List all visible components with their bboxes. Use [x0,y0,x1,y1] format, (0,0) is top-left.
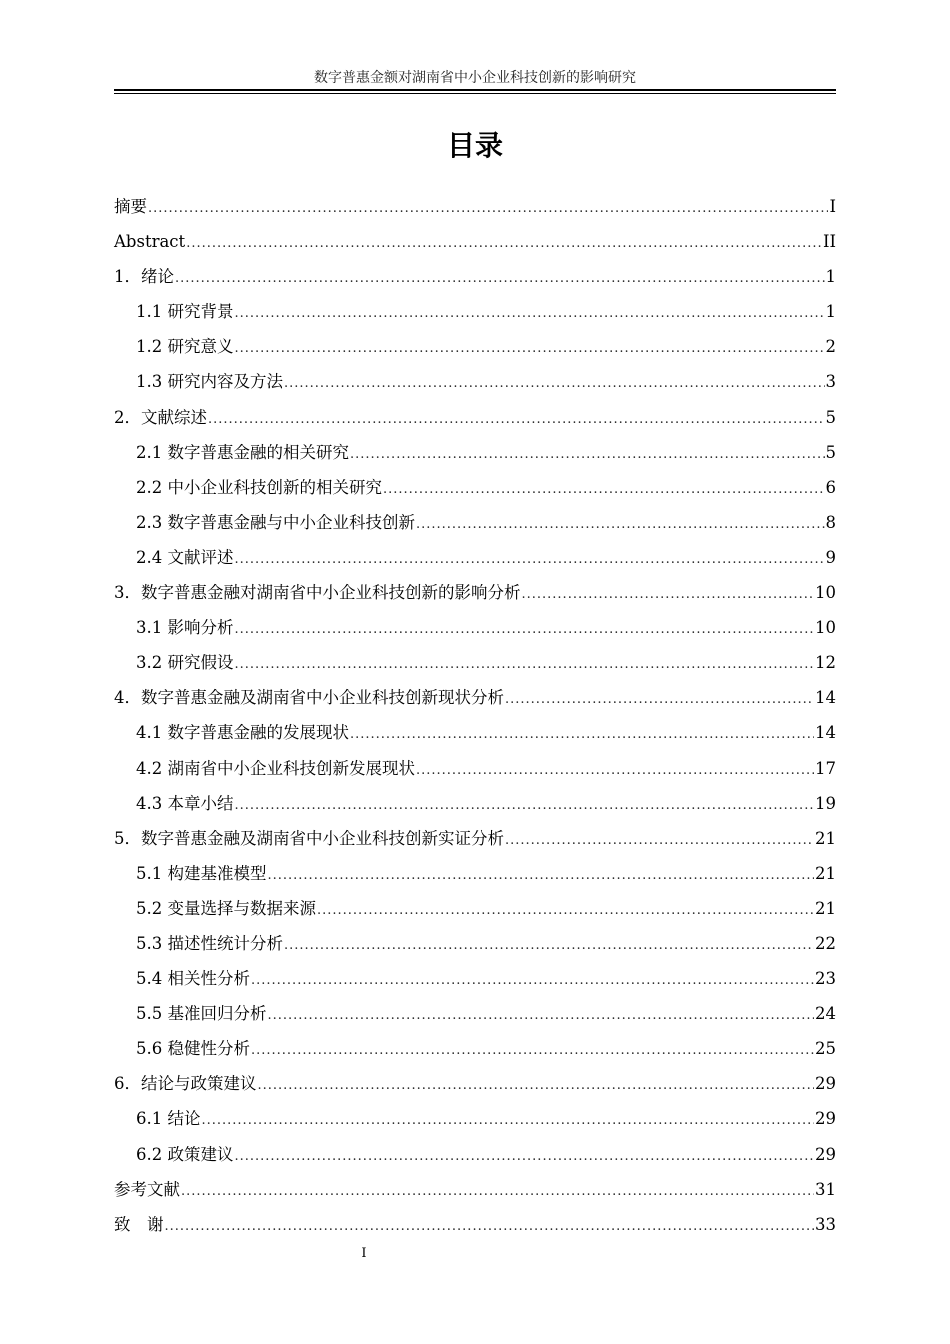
toc-entry-page: 2 [825,337,836,357]
toc-dot-leader [165,1209,815,1244]
toc-entry[interactable] [114,856,836,891]
toc-entry[interactable] [114,400,836,435]
toc-entry-page: 23 [815,969,836,989]
toc-entry[interactable] [114,1066,836,1101]
toc-entry[interactable] [114,715,836,750]
toc-dot-leader [148,191,828,226]
table-of-contents [114,189,836,1242]
toc-entry-label: 5.4 相关性分析 [136,969,250,989]
toc-entry-page: 14 [815,723,836,743]
toc-entry[interactable] [114,926,836,961]
toc-entry-label: 2.3 数字普惠金融与中小企业科技创新 [136,512,415,532]
toc-entry-label: 1.3 研究内容及方法 [136,372,283,392]
toc-entry[interactable] [114,1172,836,1207]
toc-entry-page: 10 [815,618,836,638]
toc-entry[interactable] [114,435,836,470]
toc-entry-label: 3.2 研究假设 [136,653,234,673]
toc-entry-page: 17 [815,758,836,778]
toc-dot-leader [235,612,815,647]
toc-entry-page: 19 [815,793,836,813]
toc-dot-leader [317,893,814,928]
header-double-rule [114,89,836,94]
toc-entry-label: 1.2 研究意义 [136,337,234,357]
toc-dot-leader [416,753,814,788]
toc-dot-leader [235,788,815,823]
toc-entry-page: II [822,232,836,252]
toc-entry[interactable] [114,786,836,821]
running-header: 数字普惠金额对湖南省中小企业科技创新的影响研究 [314,70,636,86]
toc-entry[interactable] [114,1101,836,1136]
toc-dot-leader [383,472,825,507]
toc-entry-label: 6.2 政策建议 [136,1144,234,1164]
toc-entry[interactable] [114,996,836,1031]
toc-dot-leader [505,823,814,858]
toc-dot-leader [268,998,815,1033]
toc-title: 目录 [446,129,503,162]
toc-dot-leader [208,402,825,437]
toc-entry[interactable] [114,961,836,996]
toc-entry-label: 5.3 描述性统计分析 [136,933,283,953]
toc-dot-leader [258,1068,815,1103]
toc-entry[interactable] [114,610,836,645]
toc-entry-label: Abstract [114,232,186,252]
toc-entry[interactable] [114,505,836,540]
toc-entry-label: 2．文献综述 [114,407,207,427]
toc-dot-leader [235,331,825,366]
toc-dot-leader [186,226,822,261]
toc-entry[interactable] [114,224,836,259]
toc-entry-label: 摘要 [114,197,147,216]
toc-entry-label: 5.5 基准回归分析 [136,1004,267,1024]
toc-entry[interactable] [114,329,836,364]
toc-entry-label: 参考文献 [114,1179,180,1199]
toc-entry-label: 2.1 数字普惠金融的相关研究 [136,442,349,462]
toc-dot-leader [284,928,814,963]
toc-entry-page: 6 [825,477,836,497]
toc-entry[interactable] [114,821,836,856]
toc-entry[interactable] [114,294,836,329]
toc-dot-leader [284,366,825,401]
toc-entry-label: 6.1 结论 [136,1109,201,1129]
toc-dot-leader [416,507,825,542]
toc-entry[interactable] [114,751,836,786]
toc-entry[interactable] [114,680,836,715]
toc-entry-page: 1 [825,302,836,322]
toc-entry-page: 22 [815,933,836,953]
toc-entry-label: 4.2 湖南省中小企业科技创新发展现状 [136,758,415,778]
toc-entry[interactable] [114,1031,836,1066]
toc-dot-leader [202,1103,815,1138]
toc-entry-page: 33 [815,1214,836,1234]
toc-entry[interactable] [114,1137,836,1172]
toc-entry[interactable] [114,259,836,294]
toc-entry-page: 9 [825,547,836,567]
toc-entry-label: 6．结论与政策建议 [114,1074,257,1094]
toc-entry-label: 2.2 中小企业科技创新的相关研究 [136,477,382,497]
toc-dot-leader [268,858,815,893]
toc-entry-page: 14 [815,688,836,708]
toc-dot-leader [175,261,825,296]
toc-dot-leader [251,963,814,998]
toc-dot-leader [235,296,825,331]
toc-entry-label: 致 谢 [114,1214,164,1234]
toc-entry-label: 2.4 文献评述 [136,547,234,567]
toc-dot-leader [235,1139,815,1174]
toc-entry-label: 4.1 数字普惠金融的发展现状 [136,723,349,743]
toc-entry-page: 25 [815,1039,836,1059]
toc-entry-page: 1 [825,267,836,287]
toc-entry-page: 21 [815,828,836,848]
toc-entry-label: 5.1 构建基准模型 [136,863,267,883]
toc-dot-leader [181,1174,814,1209]
toc-entry-label: 1.1 研究背景 [136,302,234,322]
toc-entry-label: 4．数字普惠金融及湖南省中小企业科技创新现状分析 [114,688,504,708]
toc-dot-leader [350,717,814,752]
toc-entry-page: 21 [815,898,836,918]
toc-entry-page: 5 [825,442,836,462]
toc-entry[interactable] [114,575,836,610]
toc-dot-leader [522,577,815,612]
page-number: I [361,1246,367,1261]
toc-entry-label: 5．数字普惠金融及湖南省中小企业科技创新实证分析 [114,828,504,848]
toc-dot-leader [235,647,815,682]
toc-dot-leader [350,437,825,472]
toc-entry-page: 3 [825,372,836,392]
toc-entry-label: 3．数字普惠金融对湖南省中小企业科技创新的影响分析 [114,583,521,603]
toc-entry-page: 21 [815,863,836,883]
toc-entry-label: 1．绪论 [114,267,174,287]
toc-entry-label: 3.1 影响分析 [136,618,234,638]
toc-dot-leader [235,542,825,577]
toc-entry-label: 4.3 本章小结 [136,793,234,813]
toc-entry-page: 10 [815,583,836,603]
toc-entry-page: I [829,197,836,216]
toc-entry-page: 8 [825,512,836,532]
toc-dot-leader [251,1033,814,1068]
toc-entry[interactable] [114,189,836,224]
toc-entry[interactable] [114,470,836,505]
toc-entry-page: 29 [815,1109,836,1129]
toc-dot-leader [505,682,814,717]
toc-entry[interactable] [114,891,836,926]
toc-entry-page: 29 [815,1144,836,1164]
toc-entry-page: 12 [815,653,836,673]
toc-entry-page: 31 [815,1179,836,1199]
toc-entry-page: 24 [815,1004,836,1024]
toc-entry-page: 5 [825,407,836,427]
toc-entry-label: 5.2 变量选择与数据来源 [136,898,316,918]
toc-entry[interactable] [114,645,836,680]
toc-entry[interactable] [114,540,836,575]
toc-entry-page: 29 [815,1074,836,1094]
toc-entry-label: 5.6 稳健性分析 [136,1039,250,1059]
toc-entry[interactable] [114,1207,836,1242]
toc-entry[interactable] [114,364,836,399]
